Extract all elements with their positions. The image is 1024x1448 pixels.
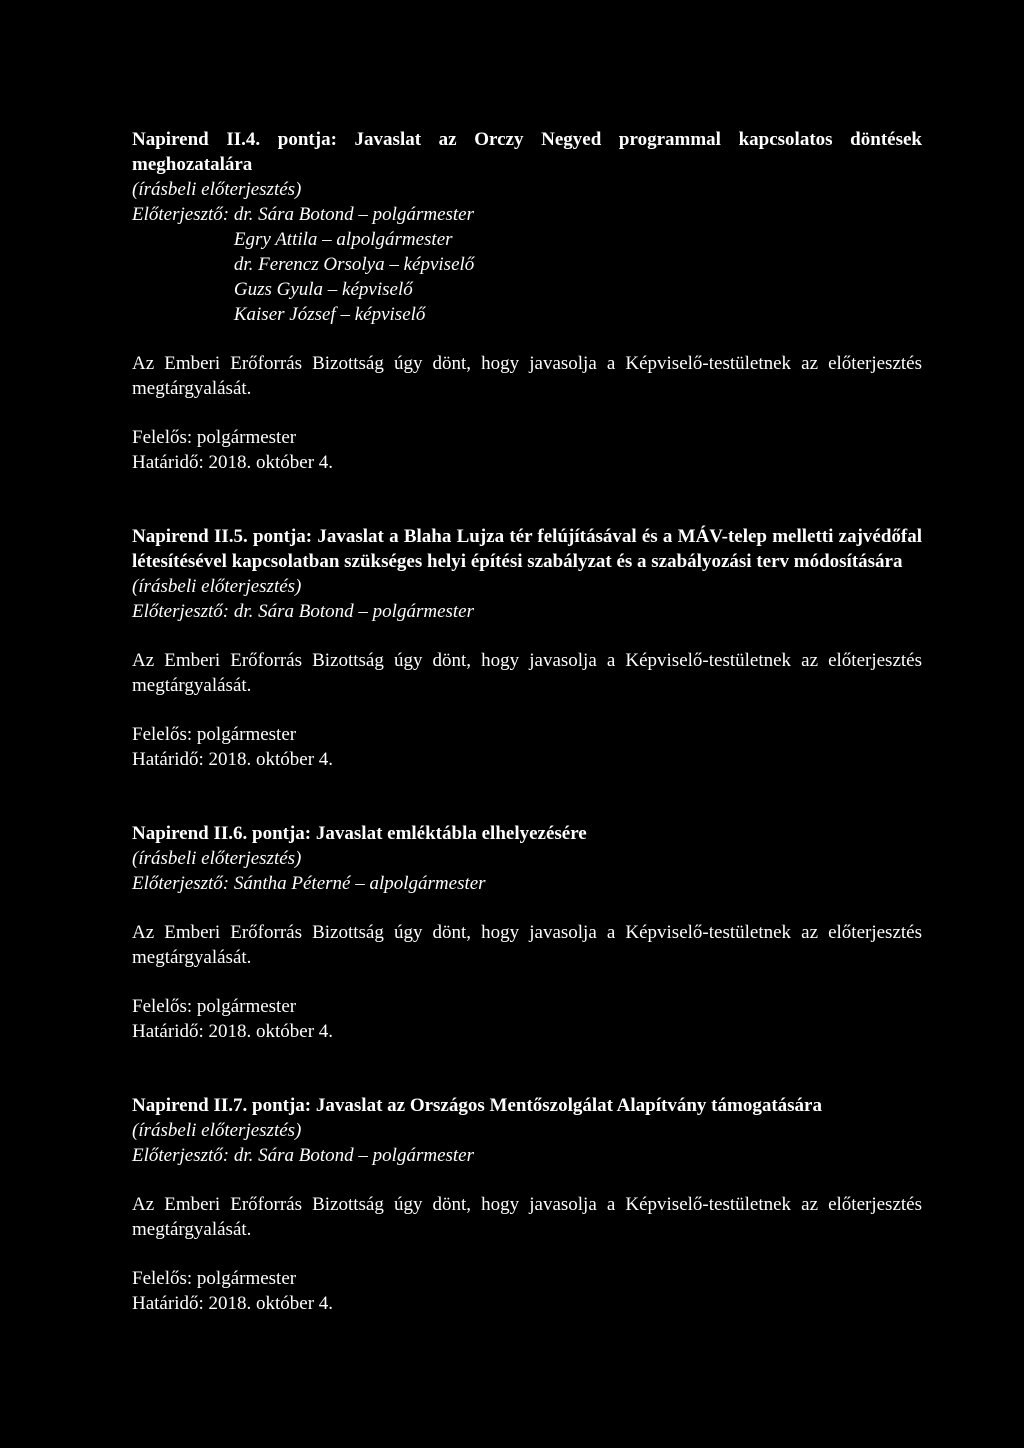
presenter-label: Előterjesztő: <box>132 204 234 225</box>
agenda-item-title-text: Javaslat az Országos Mentőszolgálat Alapítvány támogatására <box>315 1095 822 1116</box>
presenter: Egry Attila – alpolgármester <box>233 229 453 250</box>
deadline: Határidő: 2018. október 4. <box>132 1021 334 1042</box>
presenter: dr. Sára Botond – polgármester <box>233 601 475 622</box>
agenda-item-ii-6 <box>132 821 922 1044</box>
presenter: dr. Sára Botond – polgármester <box>233 204 475 225</box>
responsibility-block <box>132 1266 922 1316</box>
responsible: Felelős: polgármester <box>132 996 297 1017</box>
submission-type: (írásbeli előterjesztés) <box>132 1120 302 1141</box>
agenda-item-heading: Napirend II.5. pontja: <box>132 526 313 547</box>
presenters <box>132 202 922 327</box>
document-page <box>132 127 922 1316</box>
presenter: Guzs Gyula – képviselő <box>233 279 413 300</box>
presenter-label: Előterjesztő: <box>132 1145 234 1166</box>
responsibility-block <box>132 722 922 772</box>
committee-decision: Az Emberi Erőforrás Bizottság úgy dönt, hogy javasolja a Képviselő-testületnek az előterjesztés megtárgyalását. <box>132 650 922 696</box>
presenter-label: Előterjesztő: <box>132 873 234 894</box>
agenda-item-ii-5 <box>132 524 922 772</box>
agenda-item-ii-4 <box>132 127 922 475</box>
deadline: Határidő: 2018. október 4. <box>132 452 334 473</box>
responsibility-block <box>132 425 922 475</box>
presenter: Kaiser József – képviselő <box>233 304 426 325</box>
submission-type: (írásbeli előterjesztés) <box>132 848 302 869</box>
presenters <box>132 1143 922 1168</box>
committee-decision: Az Emberi Erőforrás Bizottság úgy dönt, hogy javasolja a Képviselő-testületnek az előterjesztés megtárgyalását. <box>132 1194 922 1240</box>
responsibility-block <box>132 994 922 1044</box>
responsible: Felelős: polgármester <box>132 427 297 448</box>
agenda-item-title <box>132 524 922 574</box>
presenter: dr. Ferencz Orsolya – képviselő <box>233 254 475 275</box>
presenter-list <box>234 599 474 624</box>
presenter-list <box>234 871 486 896</box>
presenter: dr. Sára Botond – polgármester <box>233 1145 475 1166</box>
agenda-item-title-text: Javaslat emléktábla elhelyezésére <box>315 823 587 844</box>
presenter-list <box>234 202 474 327</box>
presenter-label: Előterjesztő: <box>132 601 234 622</box>
submission-type: (írásbeli előterjesztés) <box>132 179 302 200</box>
deadline: Határidő: 2018. október 4. <box>132 749 334 770</box>
presenters <box>132 871 922 896</box>
agenda-item-heading: Napirend II.4. pontja: <box>132 129 337 150</box>
responsible: Felelős: polgármester <box>132 724 297 745</box>
agenda-item-heading: Napirend II.6. pontja: <box>132 823 312 844</box>
presenter-list <box>234 1143 474 1168</box>
presenters <box>132 599 922 624</box>
agenda-item-ii-7 <box>132 1093 922 1316</box>
committee-decision: Az Emberi Erőforrás Bizottság úgy dönt, hogy javasolja a Képviselő-testületnek az előterjesztés megtárgyalását. <box>132 353 922 399</box>
committee-decision: Az Emberi Erőforrás Bizottság úgy dönt, hogy javasolja a Képviselő-testületnek az előterjesztés megtárgyalását. <box>132 922 922 968</box>
agenda-item-title <box>132 1093 922 1118</box>
agenda-item-title-text: Javaslat a Blaha Lujza tér felújításával és a MÁV-telep melletti zajvédőfal létesítésével kapcsolatban szükséges helyi építési szabályzat és a szabályozási terv módosítására <box>132 526 923 572</box>
submission-type: (írásbeli előterjesztés) <box>132 576 302 597</box>
agenda-item-title-text: Javaslat az Orczy Negyed programmal kapcsolatos döntések meghozatalára <box>132 129 922 175</box>
agenda-item-title <box>132 821 922 846</box>
agenda-item-title <box>132 127 922 177</box>
agenda-item-heading: Napirend II.7. pontja: <box>132 1095 312 1116</box>
deadline: Határidő: 2018. október 4. <box>132 1293 334 1314</box>
presenter: Sántha Péterné – alpolgármester <box>233 873 486 894</box>
responsible: Felelős: polgármester <box>132 1268 297 1289</box>
